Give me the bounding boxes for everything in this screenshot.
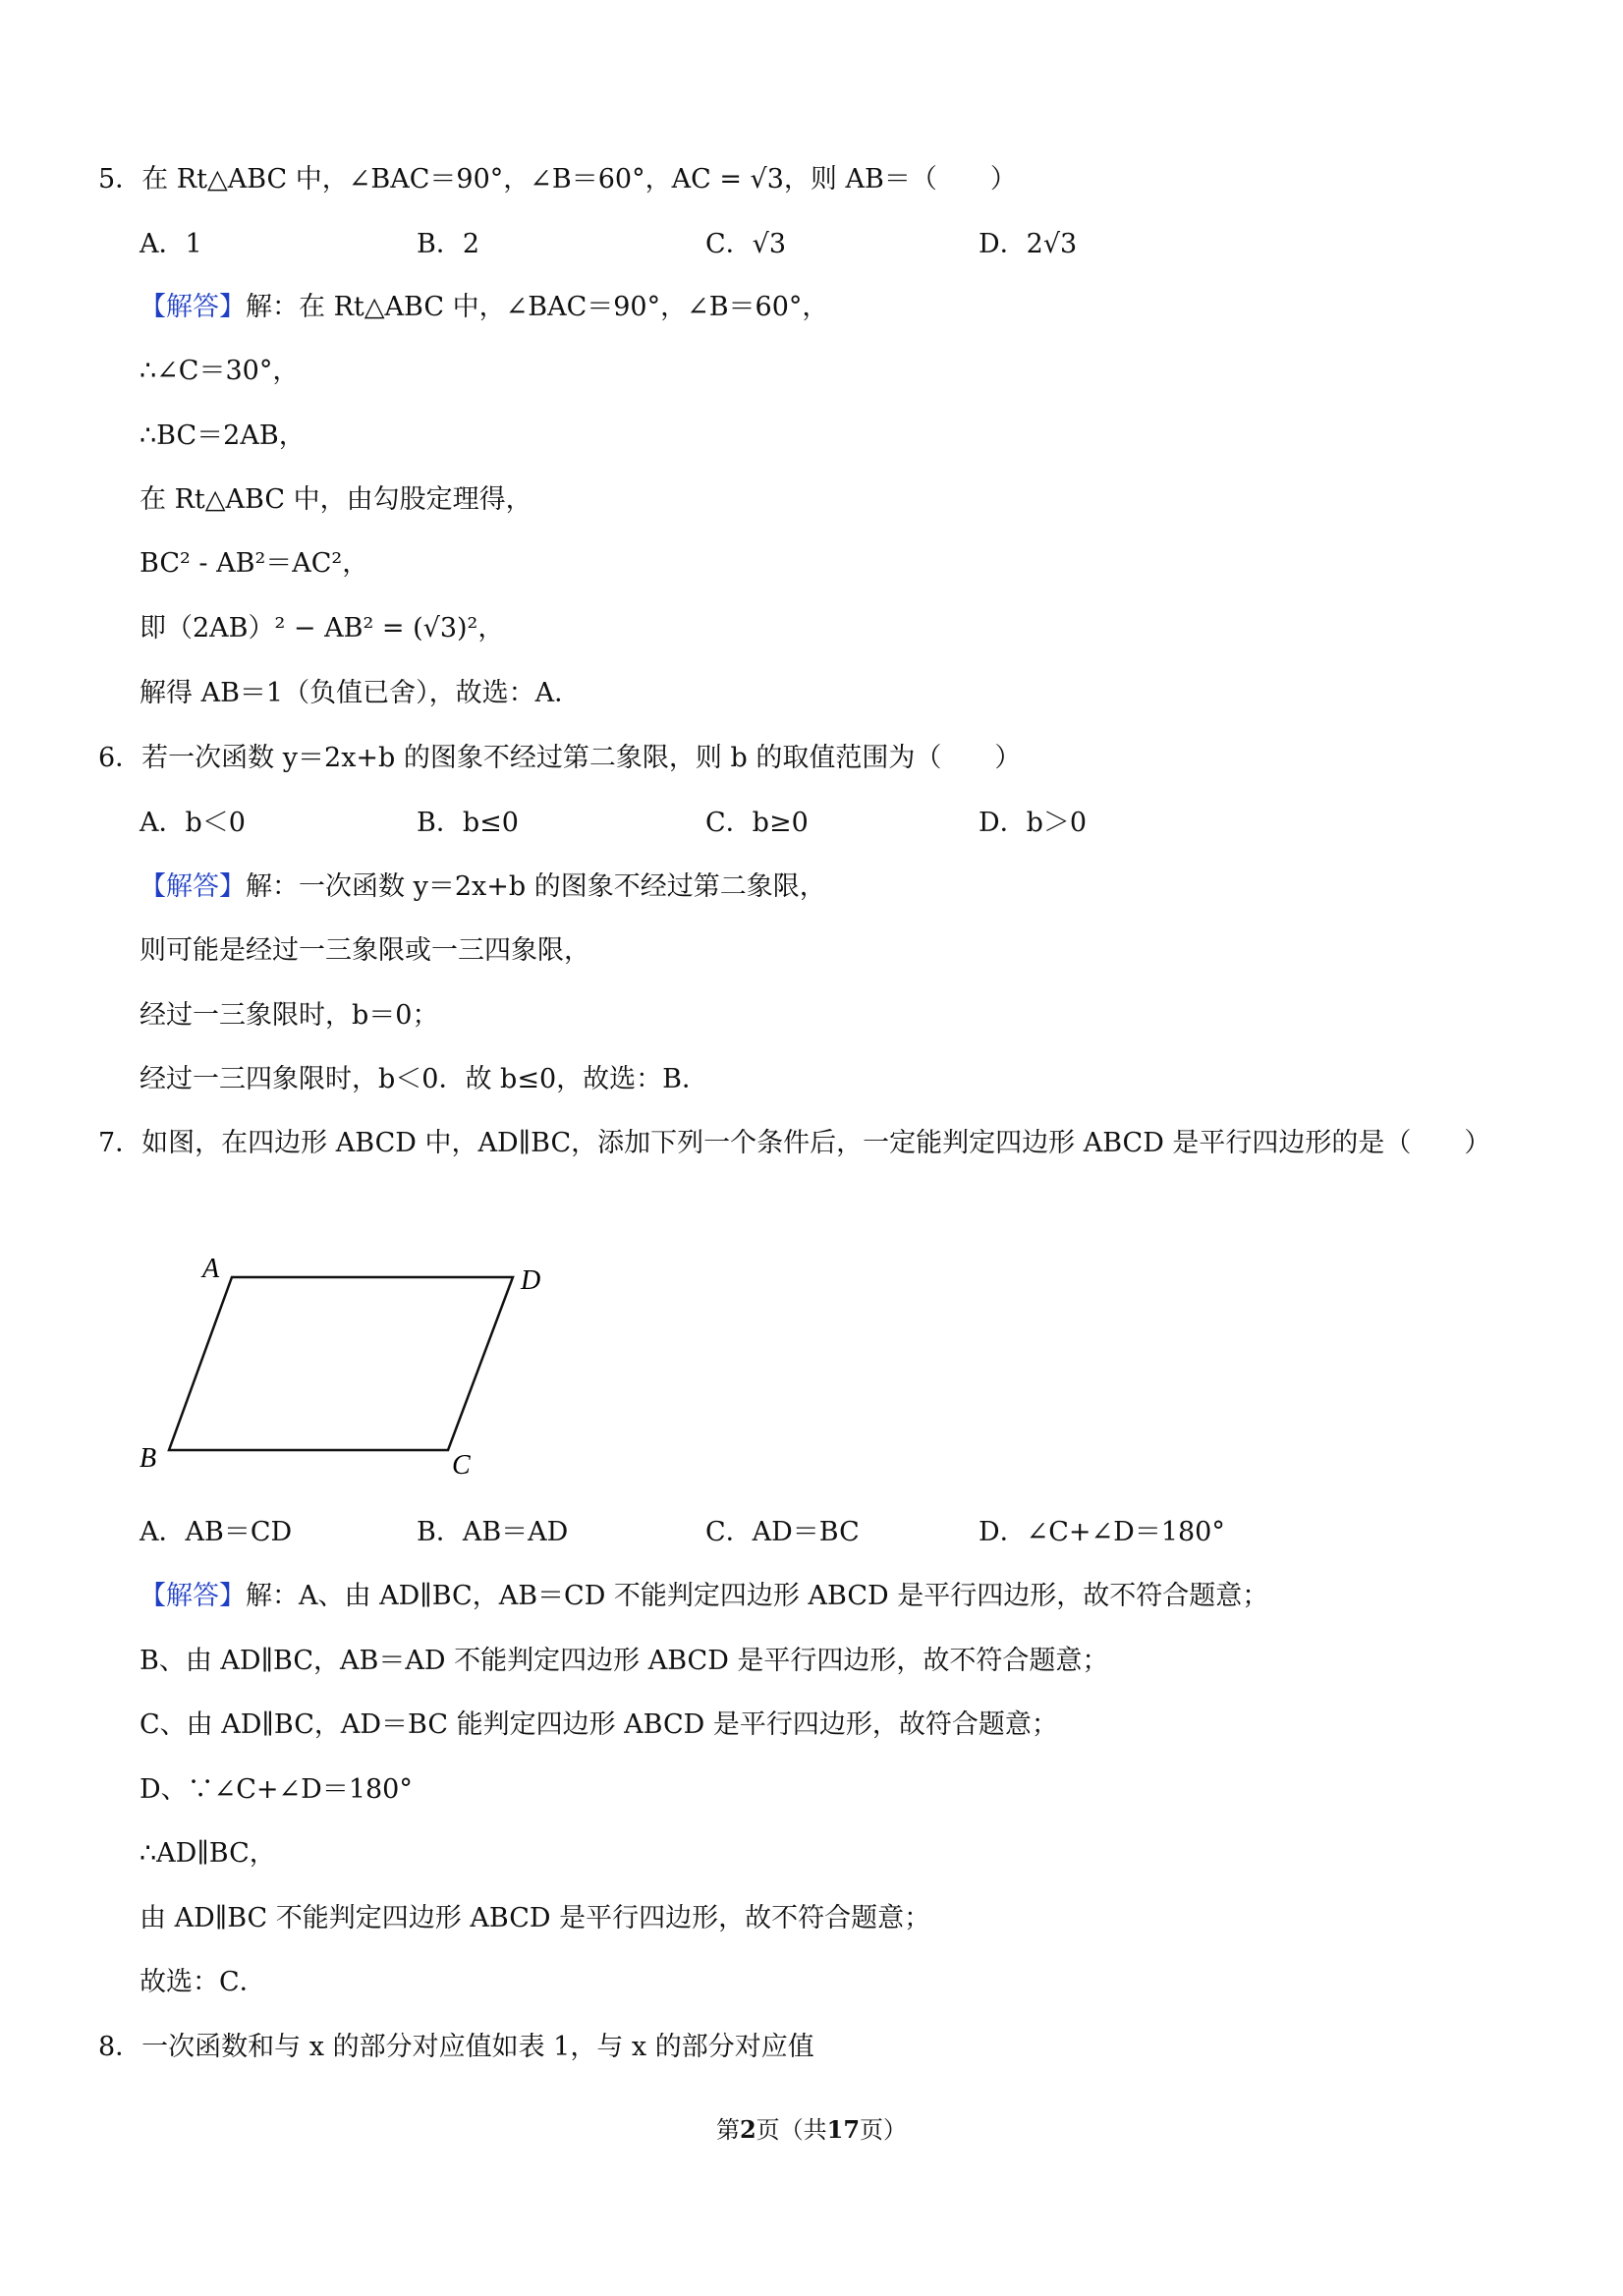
- q5-solution-line-2: ∴∠C＝30°，: [140, 356, 300, 386]
- q6-solution-line-3: 经过一三象限时，b＝0；: [140, 1000, 439, 1031]
- q5-solution-line-3: ∴BC＝2AB，: [140, 420, 306, 451]
- q7-solution-label: 【解答】: [140, 1581, 246, 1611]
- page-footer: [0, 2112, 1623, 2148]
- vertex-label-b: B: [140, 1443, 157, 1474]
- q6-solution-line-4: 经过一三四象限时，b＜0．故 b≤0，故选：B．: [140, 1064, 708, 1094]
- footer-page-number: 2: [739, 2115, 756, 2144]
- q7-solution-first: [140, 1577, 1268, 1616]
- footer-mid: 页（共: [756, 2116, 827, 2144]
- q8-stem: 8．一次函数和与 x 的部分对应值如表 1，与 x 的部分对应值: [98, 2032, 814, 2062]
- q5-solution-line-7: 解得 AB＝1（负值已舍），故选：A．: [140, 678, 582, 708]
- q5-option-c: C．√3: [705, 229, 787, 259]
- q7-option-b: B．AB＝AD: [417, 1517, 569, 1547]
- q6-solution-line-2: 则可能是经过一三象限或一三四象限，: [140, 935, 590, 966]
- q5-solution-line-1: 解：在 Rt△ABC 中，∠BAC＝90°，∠B＝60°，: [246, 292, 829, 322]
- q7-solution-line-7: 故选：C．: [140, 1967, 266, 1997]
- q6-option-d: D．b＞0: [979, 808, 1088, 838]
- q7-option-a: A．AB＝CD: [140, 1517, 293, 1547]
- vertex-label-d: D: [521, 1265, 541, 1296]
- q6-solution-label: 【解答】: [140, 871, 246, 902]
- q5-option-d: D．2√3: [979, 229, 1078, 259]
- footer-total-pages: 17: [826, 2115, 861, 2144]
- q7-solution-line-5: ∴AD∥BC，: [140, 1838, 276, 1869]
- q7-solution-line-1: 解：A、由 AD∥BC，AB＝CD 不能判定四边形 ABCD 是平行四边形，故不符合题意；: [246, 1581, 1269, 1611]
- q6-option-b: B．b≤0: [417, 808, 519, 838]
- footer-post: 页）: [860, 2116, 908, 2144]
- q6-solution-first: [140, 868, 826, 907]
- q6-stem: 6．若一次函数 y＝2x+b 的图象不经过第二象限，则 b 的取值范围为（ ）: [98, 743, 1022, 773]
- q6-option-c: C．b≥0: [705, 808, 809, 838]
- q5-solution-line-4: 在 Rt△ABC 中，由勾股定理得，: [140, 484, 532, 515]
- q6-solution-line-1: 解：一次函数 y＝2x+b 的图象不经过第二象限，: [246, 871, 826, 902]
- q7-stem: 7．如图，在四边形 ABCD 中，AD∥BC，添加下列一个条件后，一定能判定四边形 ABCD 是平行四边形的是（ ）: [98, 1128, 1491, 1158]
- q7-solution-line-2: B、由 AD∥BC，AB＝AD 不能判定四边形 ABCD 是平行四边形，故不符合题意；: [140, 1646, 1109, 1676]
- q7-option-d: D．∠C+∠D＝180°: [979, 1517, 1225, 1547]
- q5-option-b: B．2: [417, 229, 480, 259]
- q7-solution-line-6: 由 AD∥BC 不能判定四边形 ABCD 是平行四边形，故不符合题意；: [140, 1903, 931, 1933]
- footer-pre: 第: [715, 2116, 740, 2144]
- q7-solution-line-3: C、由 AD∥BC，AD＝BC 能判定四边形 ABCD 是平行四边形，故符合题意；: [140, 1709, 1058, 1740]
- q7-option-c: C．AD＝BC: [705, 1517, 860, 1547]
- q7-solution-line-4: D、∵∠C+∠D＝180°: [140, 1774, 413, 1805]
- q5-stem: 5．在 Rt△ABC 中，∠BAC＝90°，∠B＝60°，AC = √3，则 AB＝（ ）: [98, 164, 1017, 195]
- vertex-label-c: C: [452, 1450, 471, 1481]
- q5-solution-line-5: BC² - AB²＝AC²，: [140, 548, 369, 579]
- q6-option-a: A．b＜0: [140, 808, 246, 838]
- parallelogram-shape: [169, 1277, 513, 1450]
- q5-solution-first: [140, 288, 828, 327]
- vertex-label-a: A: [202, 1254, 220, 1284]
- q5-solution-label: 【解答】: [140, 292, 246, 322]
- q5-option-a: A．1: [140, 229, 202, 259]
- q5-solution-line-6: 即（2AB）² − AB² = (√3)²，: [140, 613, 505, 644]
- parallelogram-figure: [128, 1238, 580, 1493]
